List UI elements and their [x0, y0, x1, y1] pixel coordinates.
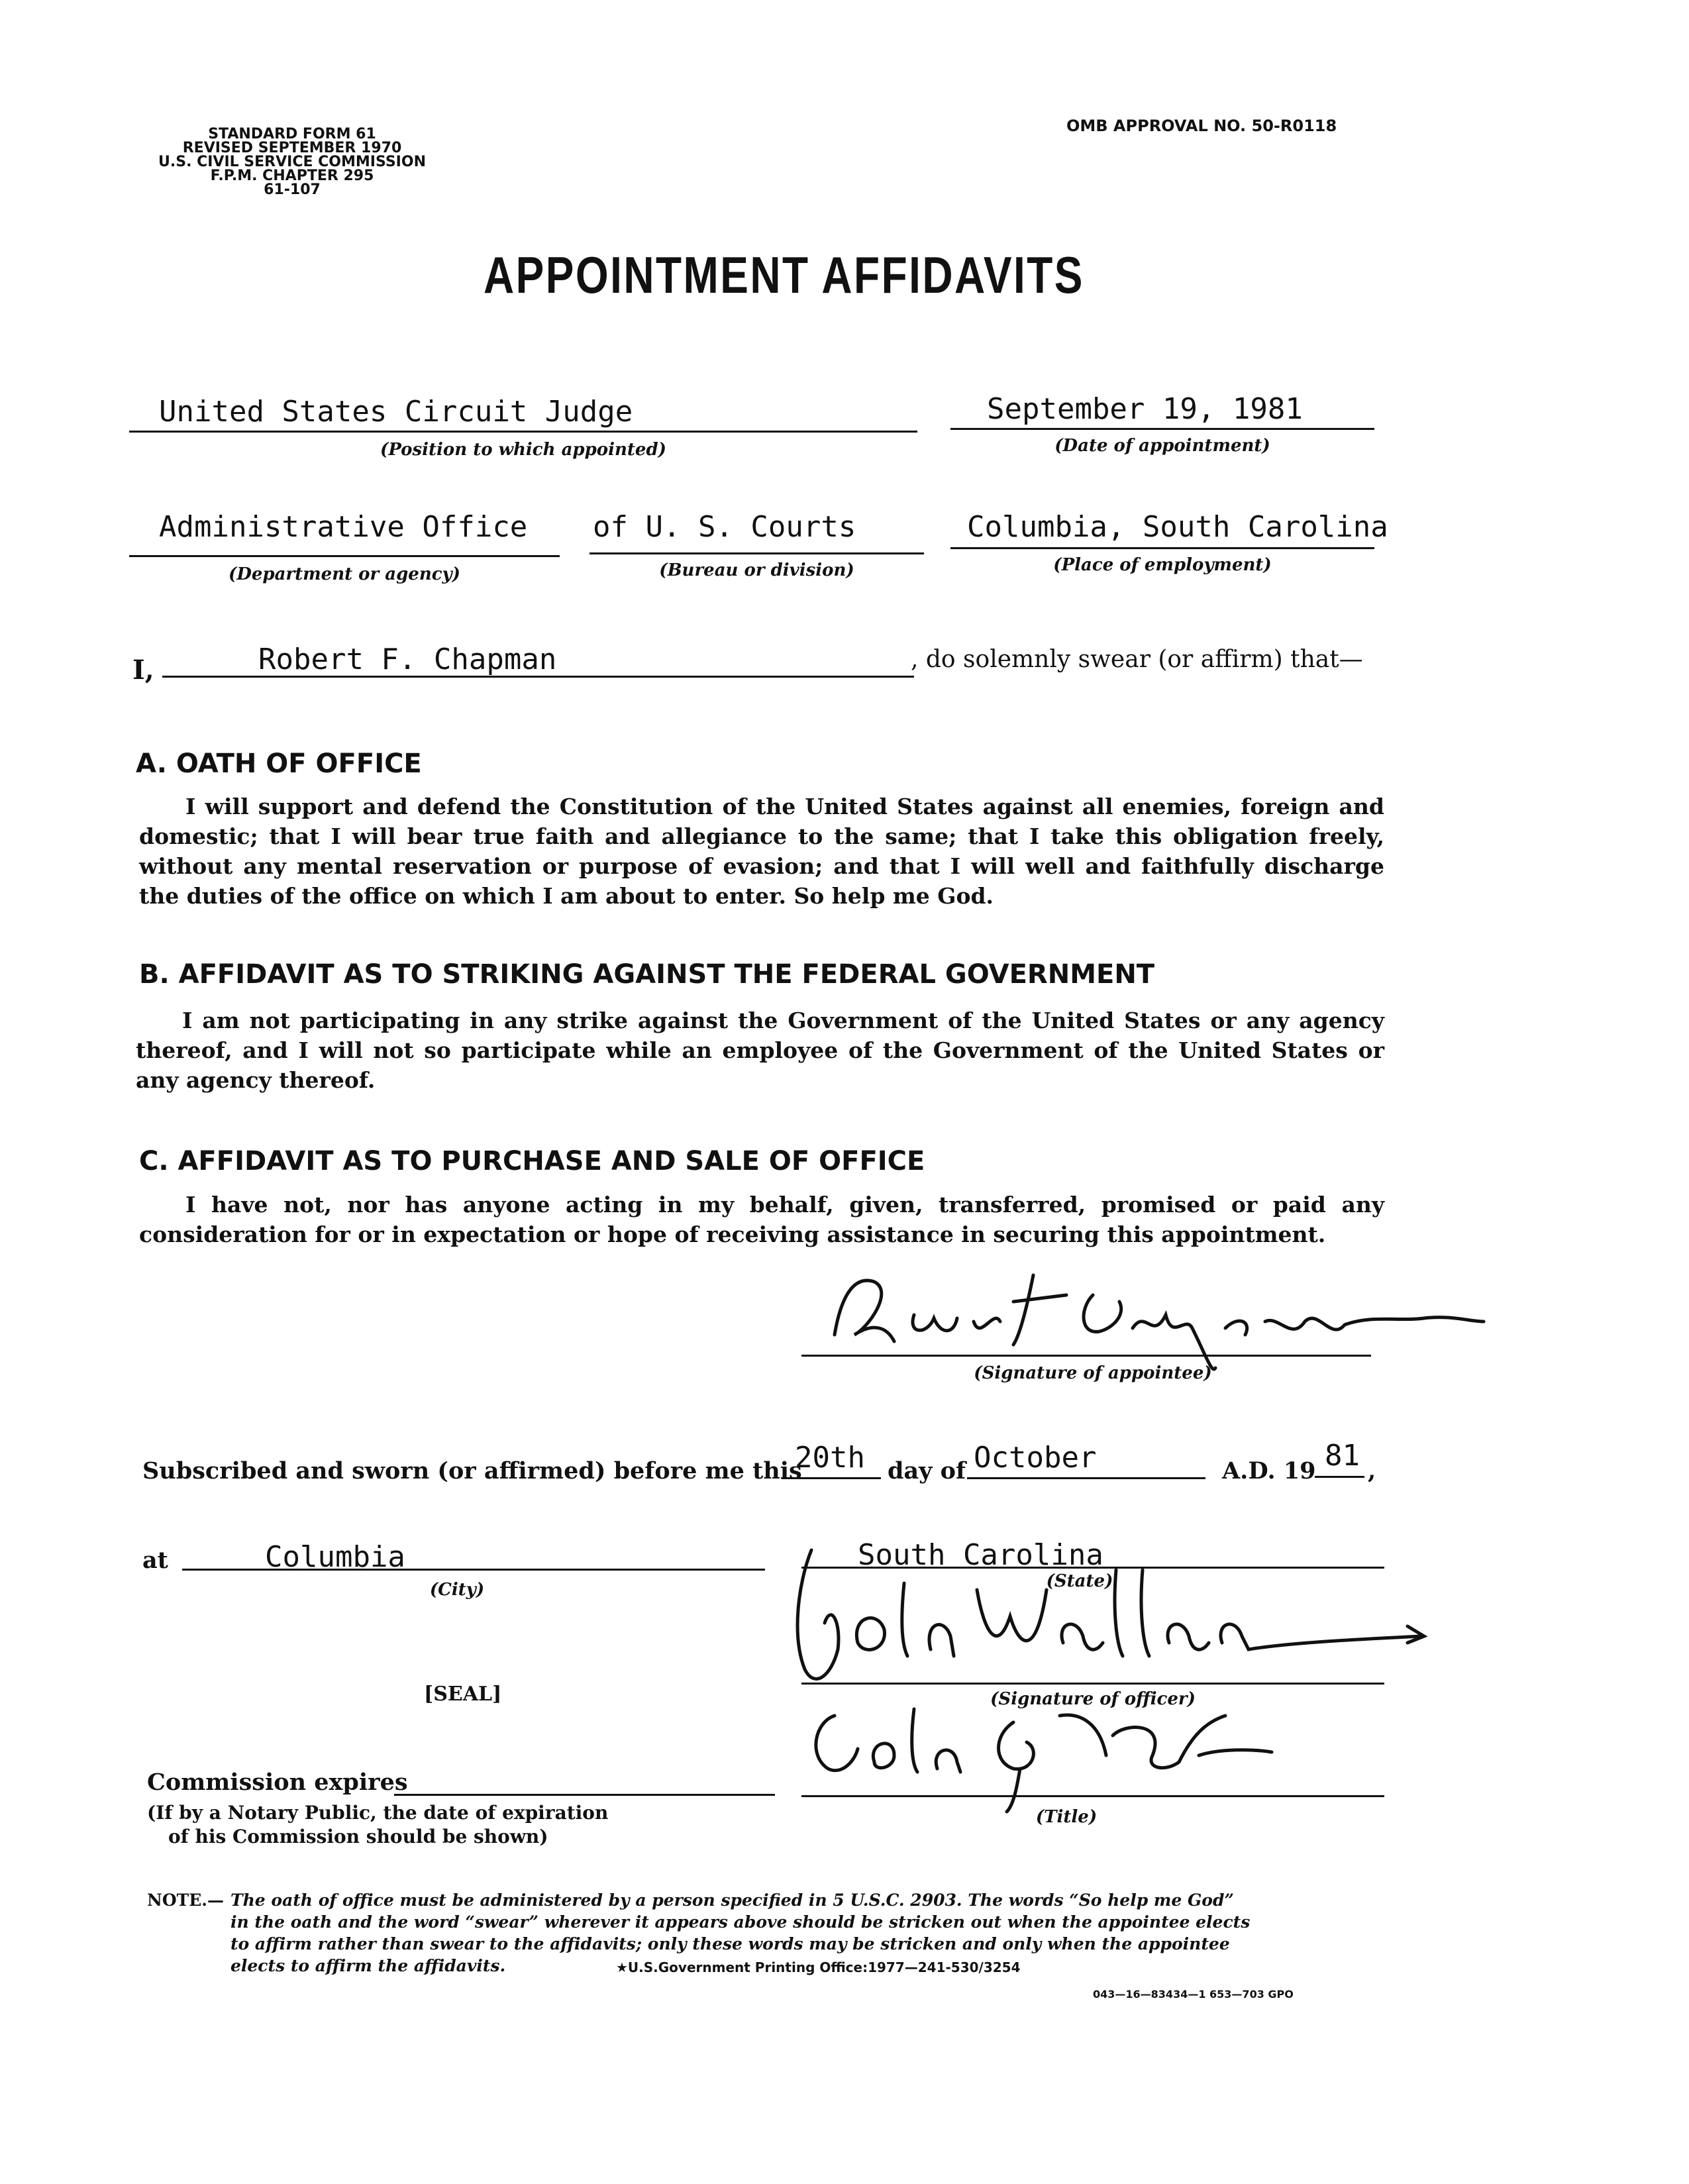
- note-line: in the oath and the word “swear” wherever it appears above should be stricken out when the appointee elects: [230, 1912, 1251, 1932]
- printing-office: ★U.S.Government Printing Office:1977—241-530/3254: [616, 1959, 1021, 1975]
- form-line: F.P.M. CHAPTER 295: [210, 168, 374, 184]
- date-value: September 19, 1981: [987, 392, 1303, 426]
- city-underline: [182, 1569, 765, 1571]
- commission-note-1: (If by a Notary Public, the date of expiration: [147, 1802, 609, 1824]
- form-line: U.S. CIVIL SERVICE COMMISSION: [158, 154, 426, 170]
- department-caption: (Department or agency): [229, 564, 460, 584]
- note-line: elects to affirm the affidavits.: [230, 1956, 506, 1975]
- form-line: STANDARD FORM 61: [208, 126, 376, 142]
- section-a-heading: A. OATH OF OFFICE: [136, 749, 422, 779]
- note-line: The oath of office must be administered by a person specified in 5 U.S.C. 2903. The words “So help me God”: [230, 1891, 1234, 1910]
- bureau-value: of U. S. Courts: [593, 510, 856, 544]
- appointee-signature: [815, 1255, 1490, 1375]
- omb-approval: OMB APPROVAL NO. 50-R0118: [1066, 117, 1337, 135]
- seal-label: [SEAL]: [424, 1683, 502, 1706]
- commission-label: Commission expires: [147, 1769, 408, 1796]
- subscribed-day-of: day of: [888, 1457, 966, 1484]
- appointee-name: Robert F. Chapman: [258, 643, 557, 676]
- day-underline: [782, 1477, 881, 1479]
- place-value: Columbia, South Carolina: [967, 510, 1388, 544]
- commission-underline: [394, 1794, 775, 1796]
- city-caption: (City): [429, 1580, 485, 1600]
- name-underline: [162, 676, 914, 678]
- date-caption: (Date of appointment): [1054, 436, 1270, 456]
- state-caption: (State): [1046, 1571, 1113, 1591]
- officer-title-caption: (Title): [1035, 1807, 1098, 1827]
- officer-signature-caption: (Signature of officer): [990, 1689, 1196, 1709]
- subscribed-day: 20th: [795, 1441, 865, 1475]
- section-a-text: I will support and defend the Constitution of the United States against all enemies, foreign and domestic; that I will bear true faith and allegiance to the same; that I take this obligation freely, without any mental reservation or purpose of evasion; and that I will well and faithfully discharge the duties of the office on which I am about to enter. So help me God.: [139, 794, 1384, 909]
- section-c-heading: C. AFFIDAVIT AS TO PURCHASE AND SALE OF OFFICE: [139, 1146, 925, 1176]
- appointee-signature-line: [801, 1355, 1371, 1357]
- commission-note-2: of his Commission should be shown): [168, 1826, 548, 1847]
- state-value: South Carolina: [858, 1538, 1103, 1572]
- section-c-text: I have not, nor has anyone acting in my behalf, given, transferred, promised or paid any consideration for or in expectation or hope of receiving assistance in securing this appointment.: [139, 1192, 1384, 1247]
- swear-suffix: , do solemnly swear (or affirm) that—: [911, 646, 1363, 673]
- bureau-caption: (Bureau or division): [659, 560, 854, 580]
- note-line: to affirm rather than swear to the affidavits; only these words may be stricken and only when the appointee: [230, 1934, 1230, 1953]
- month-underline: [967, 1477, 1205, 1479]
- officer-title-line: [801, 1795, 1384, 1797]
- bureau-underline: [589, 552, 924, 554]
- place-underline: [950, 547, 1374, 549]
- date-underline: [950, 428, 1374, 430]
- position-underline: [129, 431, 917, 433]
- position-value: United States Circuit Judge: [159, 395, 633, 429]
- subscribed-ad: A.D. 19: [1222, 1457, 1316, 1484]
- section-b-text: I am not participating in any strike against the Government of the United States or any agency thereof, and I will not so participate while an employee of the Government of the United States or any agency thereof.: [136, 1008, 1384, 1093]
- note-label: NOTE.—: [147, 1891, 224, 1910]
- appointee-signature-caption: (Signature of appointee): [974, 1363, 1212, 1383]
- subscribed-comma: ,: [1368, 1457, 1376, 1484]
- position-caption: (Position to which appointed): [380, 440, 666, 460]
- form-line: REVISED SEPTEMBER 1970: [182, 140, 402, 156]
- form-number-block: [123, 127, 461, 197]
- city-value: Columbia: [265, 1540, 405, 1574]
- section-b-heading: B. AFFIDAVIT AS TO STRIKING AGAINST THE FEDERAL GOVERNMENT: [139, 959, 1155, 990]
- form-codes: 043—16—83434—1 653—703 GPO: [1093, 1988, 1294, 2001]
- swear-prefix: I,: [132, 654, 154, 686]
- page-title: APPOINTMENT AFFIDAVITS: [484, 246, 1084, 304]
- subscribed-month: October: [974, 1441, 1097, 1475]
- officer-signature-line: [801, 1683, 1384, 1685]
- subscribed-lead: Subscribed and sworn (or affirmed) before me this: [142, 1457, 802, 1484]
- year-underline: [1315, 1476, 1364, 1478]
- department-value: Administrative Office: [159, 510, 528, 544]
- place-caption: (Place of employment): [1053, 555, 1272, 575]
- subscribed-year: 81: [1325, 1439, 1360, 1473]
- form-line: 61-107: [264, 182, 321, 198]
- at-label: at: [142, 1547, 168, 1574]
- officer-signature: [785, 1543, 1434, 1702]
- department-underline: [129, 555, 560, 557]
- officer-title-handwriting: [795, 1696, 1298, 1815]
